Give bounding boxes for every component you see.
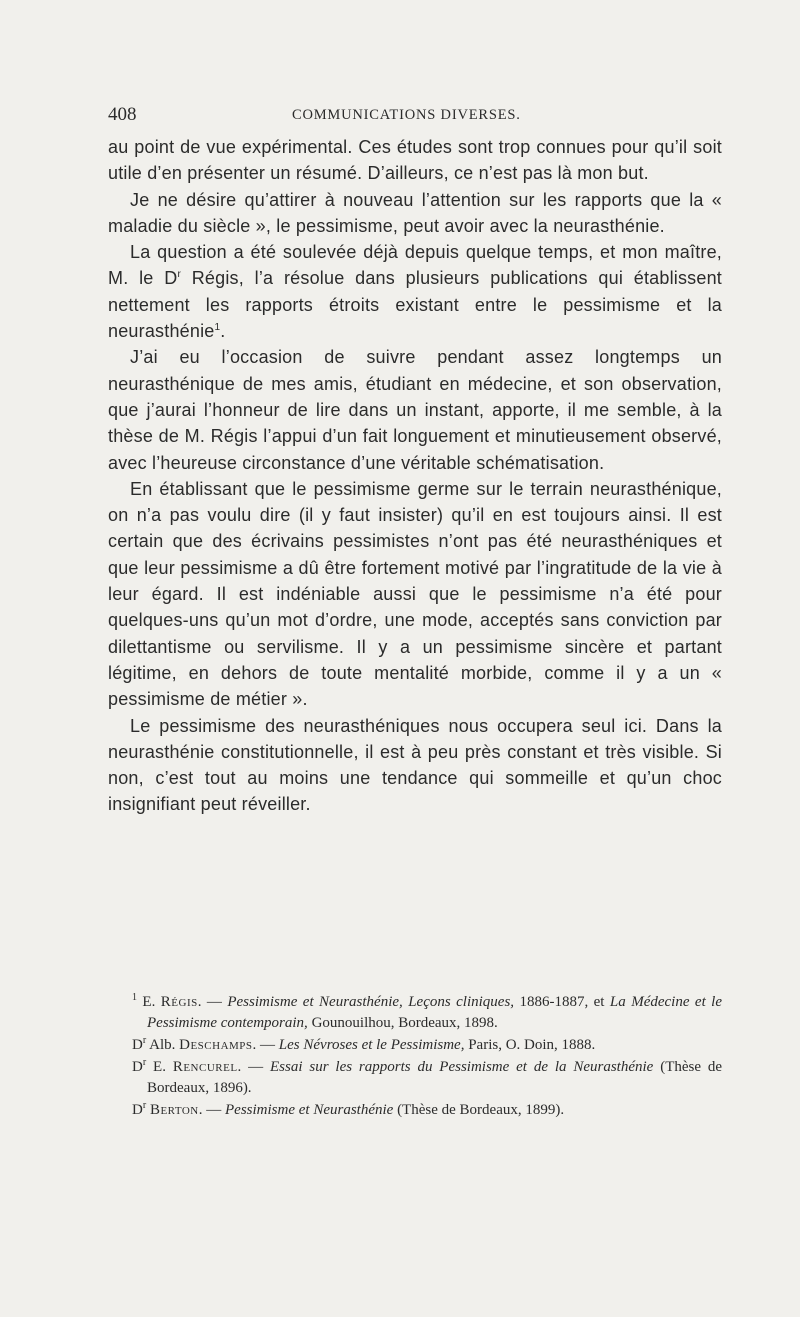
- footnote-1: [132, 992, 722, 1034]
- footnote-author: Deschamps: [179, 1037, 253, 1053]
- paragraph-4: J’ai eu l’occasion de suivre pendant assez longtemps un neurasthénique de mes amis, étudiant en médecine, et son observation, que j’aurai l’honneur de lire dans un instant, apporte, il me semble, à la thèse de M. Régis l’appui d’un fait longuement et minutieusement observé, avec l’heureuse circonstance d’une véritable schématisation.: [108, 347, 722, 473]
- footnote-reference: 1: [214, 322, 221, 334]
- footnote-dash: . —: [198, 1102, 225, 1118]
- page-header: [108, 104, 728, 128]
- footnote-initial: E.: [146, 1059, 173, 1075]
- paragraph-5: En établissant que le pessimisme germe sur le terrain neurasthénique, on n’a pas voulu dire (il y faut insister) qu’il en est toujours ainsi. Il est certain que des écrivains pessimistes n’ont pas été neurasthéniques et que leur pessimisme a dû être fortement motivé par l’ingratitude de la vie à leur égard. Il est indéniable aussi que le pessimisme n’a été pour quelques-uns qu’un mot d’ordre, une mode, acceptés sans conviction par dilettantisme ou servilisme. Il y a un pessimisme sincère et partant légitime, en dehors de toute mentalité morbide, comme il y a un « pessimisme de métier ».: [108, 478, 722, 710]
- doctor-superscript: r: [177, 269, 181, 281]
- footnote-marker: 1: [132, 992, 137, 1003]
- footnote-dash: . —: [197, 994, 228, 1010]
- footnote-detail: (Thèse de Bordeaux, 1896).: [147, 1059, 723, 1096]
- footnote-detail: Paris, O. Doin, 1888.: [464, 1037, 596, 1053]
- doctor-superscript: r: [142, 1035, 147, 1046]
- body-text: [108, 134, 722, 818]
- footnote-title: Pessimisme et Neurasthénie, Leçons cliniques,: [227, 994, 515, 1010]
- footnote-title: Les Névroses et le Pessimisme,: [278, 1037, 465, 1053]
- footnote-author: Berton: [149, 1102, 199, 1118]
- footnote-author: Rencurel: [172, 1059, 238, 1075]
- paragraph-6: Le pessimisme des neurasthéniques nous occupera seul ici. Dans la neurasthénie constitutionnelle, il est à peu près constant et très visible. Si non, c’est tout au moins une tendance qui sommeille et qu’un choc insignifiant peut réveiller.: [108, 715, 722, 815]
- paragraph-1: au point de vue expérimental. Ces études sont trop connues pour qu’il soit utile d’en présenter un résumé. D’ailleurs, ce n’est pas là mon but.: [108, 137, 722, 184]
- footnote-title: Essai sur les rapports du Pessimisme et de la Neurasthénie: [270, 1059, 654, 1075]
- footnotes: [132, 992, 722, 1122]
- doctor-superscript: r: [142, 1100, 147, 1111]
- footnote-detail-2: Gounouilhou, Bordeaux, 1898.: [307, 1015, 498, 1031]
- footnote-prefix: D: [132, 1059, 143, 1075]
- footnote-prefix: D: [132, 1102, 143, 1118]
- footnote-prefix: D: [132, 1037, 143, 1053]
- paragraph-3: [108, 239, 722, 344]
- footnote-title-2: La Médecine et le Pessimisme contemporain,: [147, 994, 723, 1031]
- footnote-dash: . —: [237, 1059, 271, 1075]
- paragraph-3-text-b: Régis, l’a résolue dans plusieurs publications qui établissent nettement les rapports étroits existant entre le pessimisme et la neurasthénie: [108, 268, 722, 342]
- footnote-author: Régis: [160, 994, 198, 1010]
- footnote-3: [132, 1057, 722, 1099]
- running-title: COMMUNICATIONS DIVERSES.: [292, 107, 521, 123]
- paragraph-3-text-c: .: [220, 321, 226, 342]
- footnote-initial: E.: [137, 994, 161, 1010]
- footnote-title: Pessimisme et Neurasthénie: [225, 1102, 394, 1118]
- paragraph-3-text-a: La question a été soulevée déjà depuis quelque temps, et mon maître, M. le D: [108, 242, 722, 289]
- footnote-2: [132, 1035, 722, 1056]
- footnote-detail: (Thèse de Bordeaux, 1899).: [393, 1102, 565, 1118]
- footnote-dash: . —: [252, 1037, 279, 1053]
- footnote-4: [132, 1100, 722, 1121]
- footnote-initial: Alb.: [146, 1037, 180, 1053]
- doctor-superscript: r: [142, 1057, 147, 1068]
- paragraph-2: Je ne désire qu’attirer à nouveau l’attention sur les rapports que la « maladie du siècle », le pessimisme, peut avoir avec la neurasthénie.: [108, 189, 722, 236]
- page-number: 408: [108, 104, 137, 125]
- footnote-detail: 1886-1887, et: [514, 994, 610, 1010]
